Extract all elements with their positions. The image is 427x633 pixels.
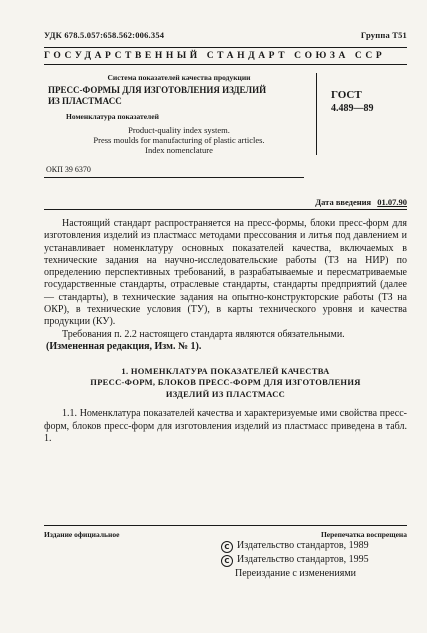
title-block	[44, 73, 407, 155]
effective-date	[44, 197, 407, 210]
okp-code: ОКП 39 6370	[44, 165, 304, 178]
nomenclature-subtitle: Номенклатура показателей	[66, 112, 159, 121]
english-title-line-3: Index nomenclature	[145, 145, 213, 155]
effective-date-label: Дата введения	[315, 197, 372, 207]
scope-paragraph: Настоящий стандарт распространяется на пресс-формы, блоки пресс-форм для изготовления изделий из пластмасс методами прессования и литья под давлением и устанавливает номенклатуру основных показателей качества, включаемых в технические задания на научно-исследовательские работы (ТЗ на НИР) по определению перспективных требований, в разрабатываемые и пересматриваемые государственные стандарты, отраслевые стандарты, стандарты предприятий (далее — стандарты), в технические задания на опытно-конструкторские работы (ТЗ на ОКР), в технические условия (ТУ), в карты технического уровня и качества продукции (КУ).	[44, 218, 407, 328]
official-edition-label: Издание официальное	[44, 530, 120, 539]
copyright-text-2: Издательство стандартов, 1995	[237, 554, 369, 565]
standard-banner: ГОСУДАРСТВЕННЫЙ СТАНДАРТ СОЮЗА ССР	[44, 47, 407, 65]
gost-label: ГОСТ	[331, 89, 362, 101]
section-heading-line-1: 1. НОМЕНКЛАТУРА ПОКАЗАТЕЛЕЙ КАЧЕСТВА	[121, 365, 330, 376]
english-title-line-1: Product-quality index system.	[128, 125, 230, 135]
system-line: Система показателей качества продукции	[107, 73, 251, 82]
english-title-line-2: Press moulds for manufacturing of plastic articles.	[93, 135, 265, 145]
section-heading	[44, 366, 407, 401]
section-heading-line-2: ПРЕСС-ФОРМ, БЛОКОВ ПРЕСС-ФОРМ ДЛЯ ИЗГОТОВЛЕНИЯ	[90, 377, 361, 388]
copyright-line-1	[221, 539, 407, 553]
copyright-block	[221, 539, 407, 581]
copyright-text-1: Издательство стандартов, 1989	[237, 540, 369, 551]
english-title	[48, 125, 310, 155]
gost-number: 4.489—89	[331, 103, 374, 114]
udk-code: УДК 678.5.057:658.562:006.354	[44, 30, 165, 40]
group-code: Группа Т51	[360, 30, 407, 40]
clause-1-1-paragraph: 1.1. Номенклатура показателей качества и характеризуемые ими свойства пресс-форм, блоков пресс-форм для изготовления изделий из пластмасс приведена в табл. 1.	[44, 408, 407, 445]
title-block-left	[44, 73, 317, 155]
publication-footer	[44, 525, 407, 539]
section-heading-line-3: ИЗДЕЛИЙ ИЗ ПЛАСТМАСС	[165, 388, 286, 399]
amendment-note: (Измененная редакция, Изм. № 1).	[46, 340, 202, 352]
copyright-icon: C	[221, 555, 233, 567]
title-line-1: ПРЕСС-ФОРМЫ ДЛЯ ИЗГОТОВЛЕНИЯ ИЗДЕЛИЙ	[48, 85, 267, 95]
reprint-prohibited-label: Перепечатка воспрещена	[320, 530, 407, 539]
requirements-paragraph: Требования п. 2.2 настоящего стандарта являются обязательными.	[62, 328, 345, 340]
gost-designation	[317, 73, 407, 155]
document-header	[44, 30, 407, 40]
document-title	[48, 85, 310, 107]
reprint-note: Переиздание с изменениями	[235, 568, 357, 579]
title-line-2: ИЗ ПЛАСТМАСС	[48, 96, 122, 106]
copyright-line-2	[221, 553, 407, 567]
copyright-icon: C	[221, 541, 233, 553]
effective-date-value: 01.07.90	[377, 197, 407, 207]
